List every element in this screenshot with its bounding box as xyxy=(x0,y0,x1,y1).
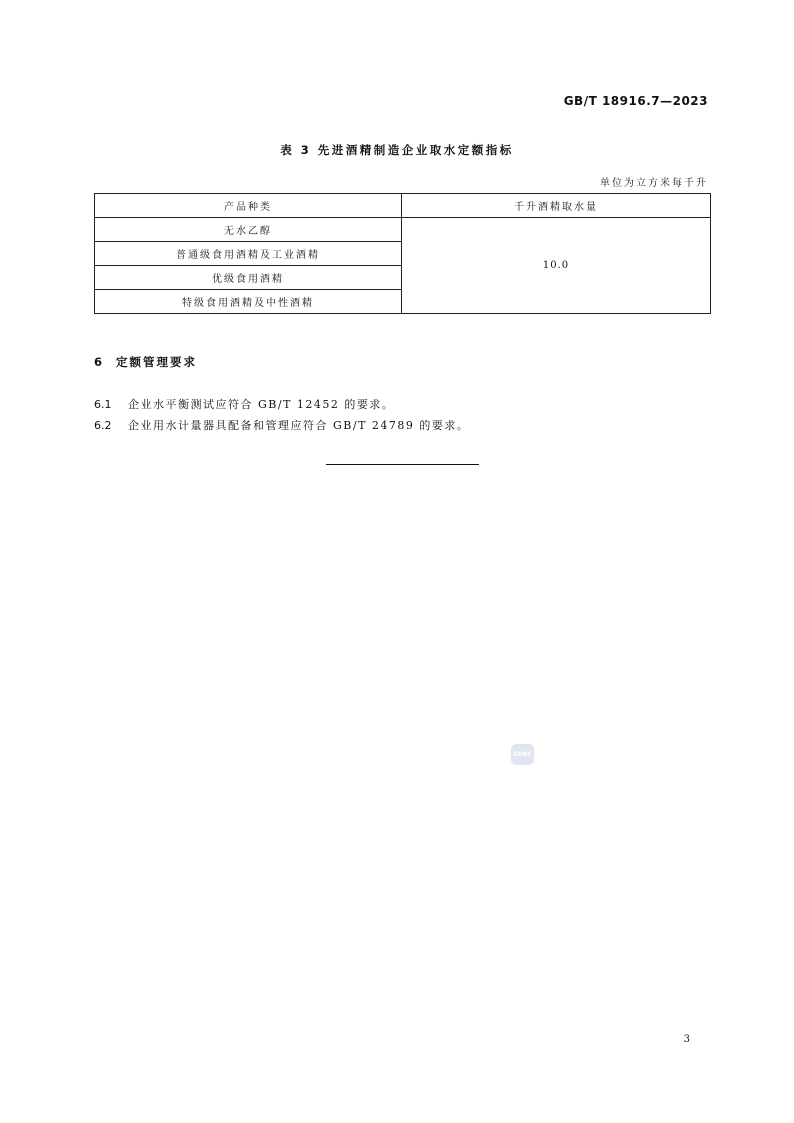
product-cell: 优级食用酒精 xyxy=(95,266,402,290)
clause-6-1 xyxy=(94,396,394,412)
product-cell: 无水乙醇 xyxy=(95,218,402,242)
table-header-row xyxy=(95,194,711,218)
clause-number: 6.1 xyxy=(94,398,112,411)
clause-text: 企业水平衡测试应符合 GB/T 12452 的要求。 xyxy=(128,398,395,411)
column-header-water-intake: 千升酒精取水量 xyxy=(402,194,711,218)
section-number: 6 xyxy=(94,355,105,369)
table-title: 表 3 先进酒精制造企业取水定额指标 xyxy=(280,143,514,157)
table-unit: 单位为立方米每千升 xyxy=(600,178,708,189)
watermark-logo: SDNC xyxy=(511,744,534,765)
section-title: 定额管理要求 xyxy=(116,355,198,369)
column-header-product: 产品种类 xyxy=(95,194,402,218)
section-heading xyxy=(94,354,197,370)
water-quota-table xyxy=(94,193,711,314)
product-cell: 普通级食用酒精及工业酒精 xyxy=(95,242,402,266)
standard-code: GB/T 18916.7—2023 xyxy=(563,94,708,108)
clause-text: 企业用水计量器具配备和管理应符合 GB/T 24789 的要求。 xyxy=(128,419,470,432)
clause-number: 6.2 xyxy=(94,419,112,432)
table-row xyxy=(95,218,711,242)
page-number: 3 xyxy=(683,1034,690,1045)
end-rule xyxy=(326,464,479,465)
clause-6-2 xyxy=(94,417,469,433)
water-intake-value: 10.0 xyxy=(402,218,711,314)
product-cell: 特级食用酒精及中性酒精 xyxy=(95,290,402,314)
